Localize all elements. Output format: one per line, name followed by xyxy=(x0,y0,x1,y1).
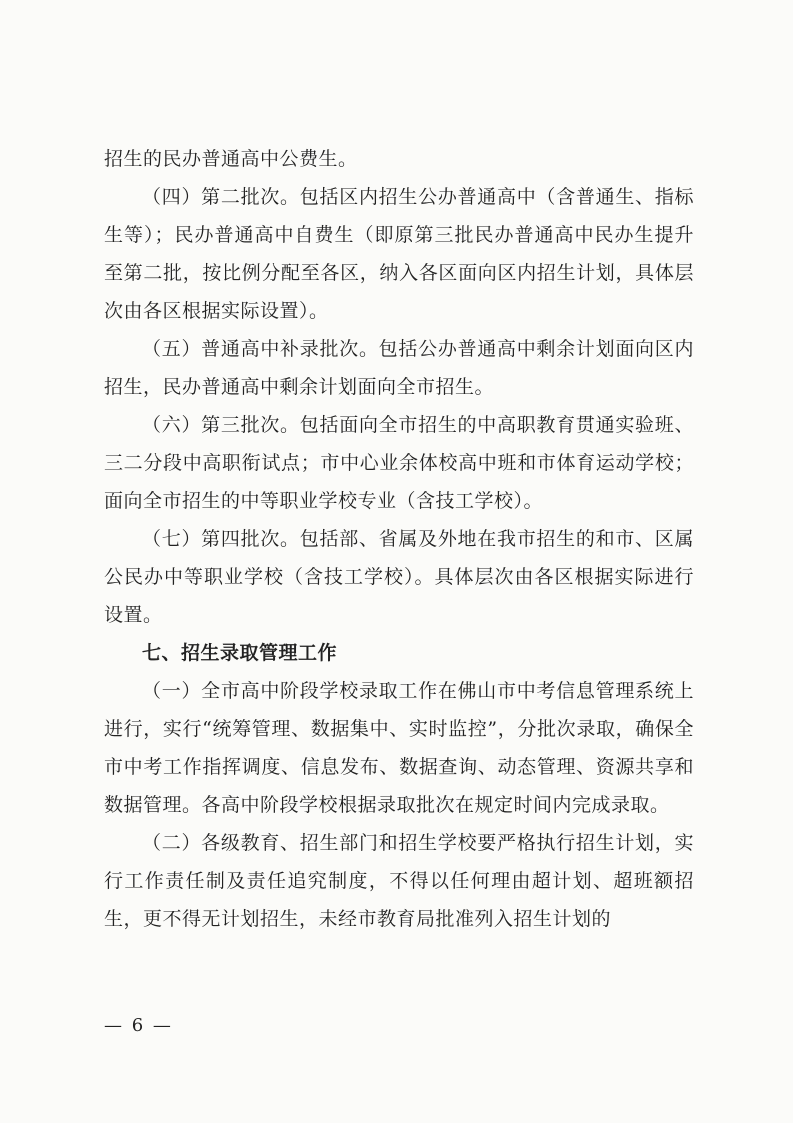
section-heading: 七、招生录取管理工作 xyxy=(142,642,338,664)
paragraph-enrollment-plan: （二）各级教育、招生部门和招生学校要严格执行招生计划，实行工作责任制及责任追究制度，不得以任何理由超计划、超班额招生，更不得无计划招生，未经市教育局批准列入招生计划的 xyxy=(104,832,694,930)
paragraph-batch-2: （四）第二批次。包括区内招生公办普通高中（含普通生、指标生等）；民办普通高中自费生（即原第三批民办普通高中民办生提升至第二批，按比例分配至各区，纳入各区面向区内招生计划，具体层次由各区根据实际设置）。 xyxy=(104,186,694,322)
paragraph-admission-system: （一）全市高中阶段学校录取工作在佛山市中考信息管理系统上进行，实行“统筹管理、数据集中、实时监控”，分批次录取，确保全市中考工作指挥调度、信息发布、数据查询、动态管理、资源共享和数据管理。各高中阶段学校根据录取批次在规定时间内完成录取。 xyxy=(104,680,694,816)
paragraph-batch-3: （六）第三批次。包括面向全市招生的中高职教育贯通实验班、三二分段中高职衔试点；市中心业余体校高中班和市体育运动学校；面向全市招生的中等职业学校专业（含技工学校）。 xyxy=(104,414,694,512)
page-number: — 6 — xyxy=(104,1015,173,1036)
paragraph-supplementary-batch: （五）普通高中补录批次。包括公办普通高中剩余计划面向区内招生，民办普通高中剩余计划面向全市招生。 xyxy=(104,338,694,398)
paragraph-continuation: 招生的民办普通高中公费生。 xyxy=(104,148,358,170)
paragraph-batch-4: （七）第四批次。包括部、省属及外地在我市招生的和市、区属公民办中等职业学校（含技工学校）。具体层次由各区根据实际进行设置。 xyxy=(104,528,694,626)
document-body xyxy=(104,140,694,938)
